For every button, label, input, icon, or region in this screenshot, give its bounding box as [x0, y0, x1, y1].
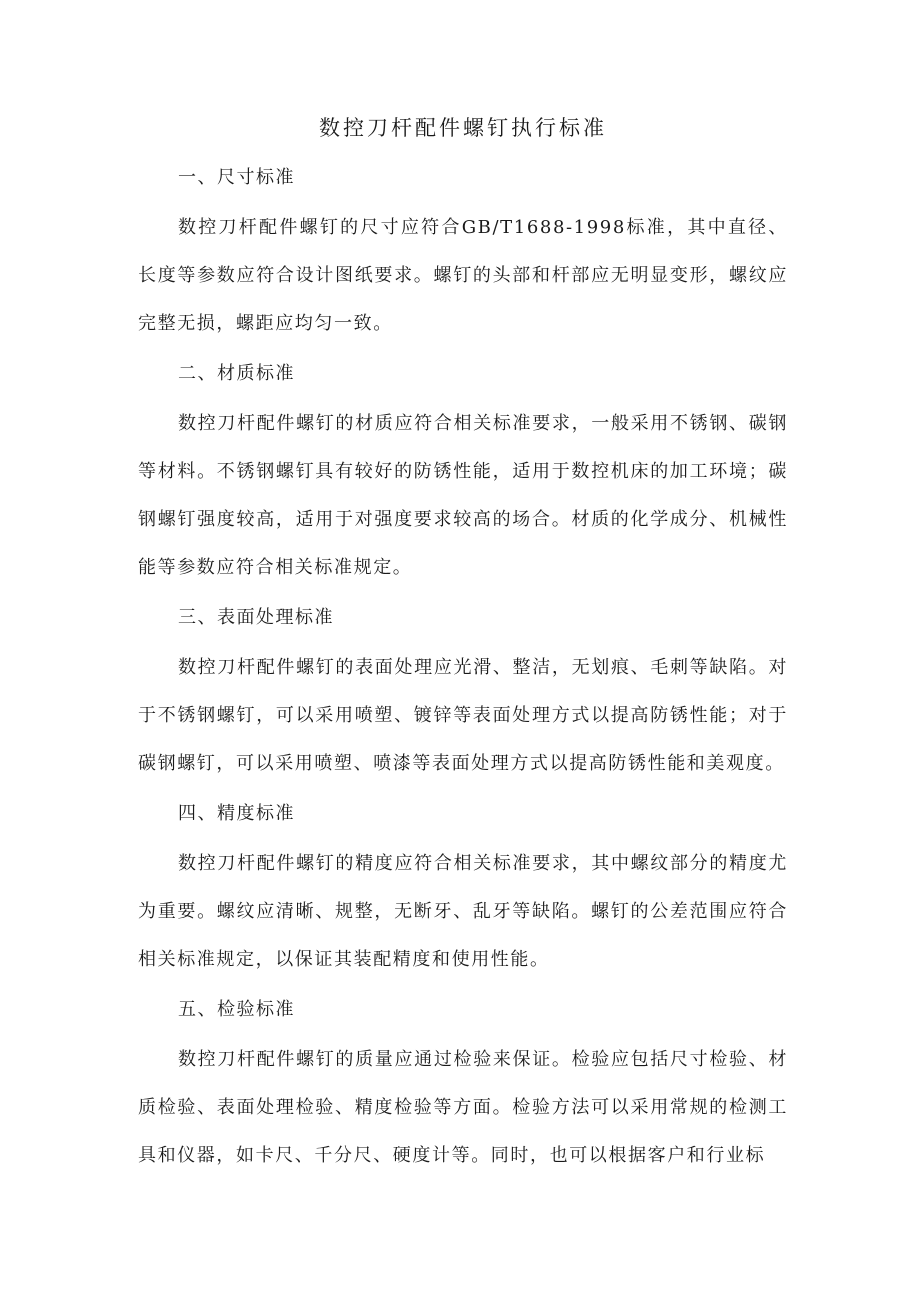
section-heading: 二、材质标准 [178, 363, 295, 384]
section-heading: 四、精度标准 [178, 803, 295, 824]
section-body: 数控刀杆配件螺钉的尺寸应符合GB/T1688-1998标准，其中直径、长度等参数应符合设计图纸要求。螺钉的头部和杆部应无明显变形，螺纹应完整无损，螺距应均匀一致。 [138, 217, 788, 334]
section-material [138, 350, 788, 592]
document-title: 数控刀杆配件螺钉执行标准 [319, 116, 607, 140]
section-heading: 三、表面处理标准 [178, 607, 334, 628]
section-body: 数控刀杆配件螺钉的质量应通过检验来保证。检验应包括尺寸检验、材质检验、表面处理检验、精度检验等方面。检验方法可以采用常规的检测工具和仪器，如卡尺、千分尺、硬度计等。同时，也可以根据客户和行业标 [138, 1049, 788, 1166]
section-heading: 五、检验标准 [178, 999, 295, 1020]
section-body: 数控刀杆配件螺钉的表面处理应光滑、整洁，无划痕、毛刺等缺陷。对于不锈钢螺钉，可以采用喷塑、镀锌等表面处理方式以提高防锈性能；对于碳钢螺钉，可以采用喷塑、喷漆等表面处理方式以提高防锈性能和美观度。 [138, 657, 788, 774]
section-body: 数控刀杆配件螺钉的材质应符合相关标准要求，一般采用不锈钢、碳钢等材料。不锈钢螺钉具有较好的防锈性能，适用于数控机床的加工环境；碳钢螺钉强度较高，适用于对强度要求较高的场合。材质的化学成分、机械性能等参数应符合相关标准规定。 [138, 413, 788, 578]
section-inspection [138, 986, 788, 1180]
section-size [138, 154, 788, 348]
section-body: 数控刀杆配件螺钉的精度应符合相关标准要求，其中螺纹部分的精度尤为重要。螺纹应清晰、规整，无断牙、乱牙等缺陷。螺钉的公差范围应符合相关标准规定，以保证其装配精度和使用性能。 [138, 853, 788, 970]
section-heading: 一、尺寸标准 [178, 167, 295, 188]
section-precision [138, 790, 788, 984]
section-surface-treatment [138, 594, 788, 788]
